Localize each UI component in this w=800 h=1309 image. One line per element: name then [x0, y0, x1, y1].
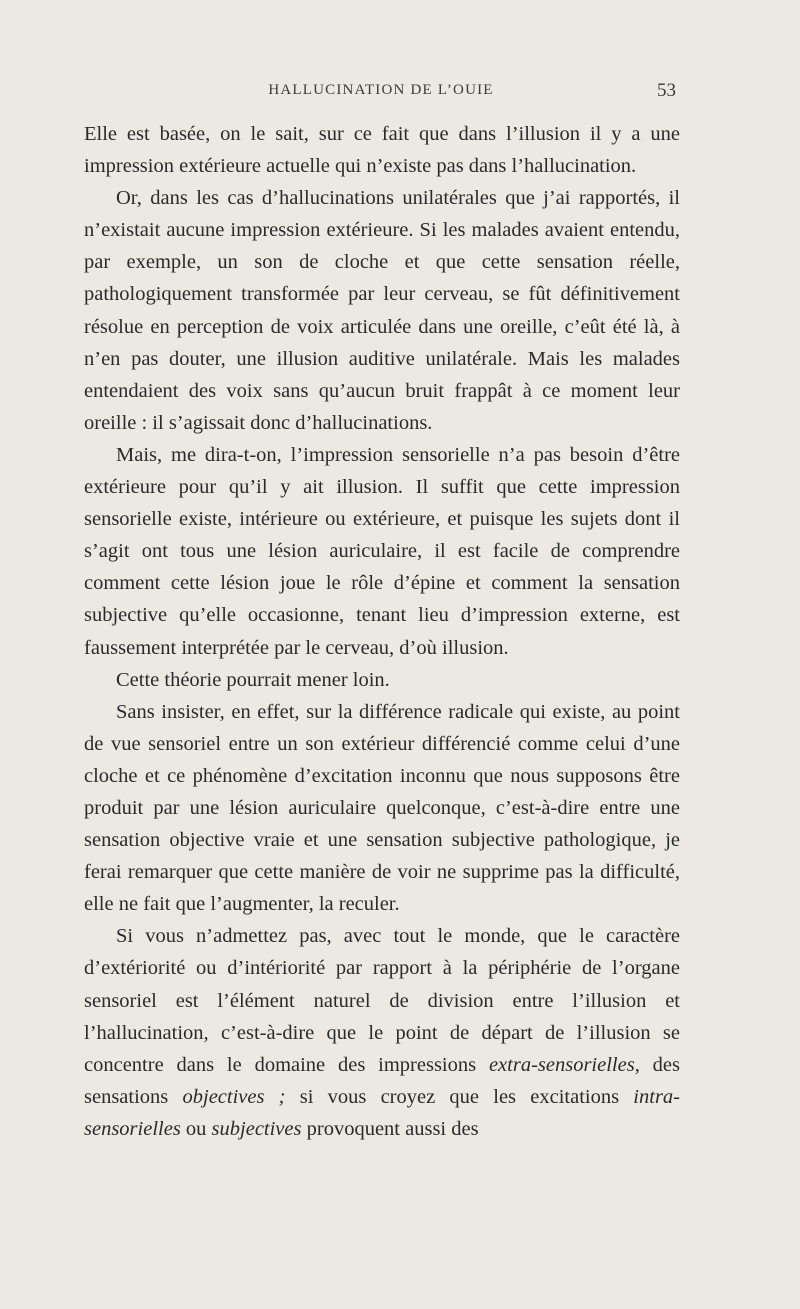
italic-term: subjectives — [211, 1117, 302, 1140]
paragraph-6 — [84, 920, 680, 1145]
text-run: Mais, me dira-t-on, l’impression sensorielle n’a pas besoin d’être extérieure pour qu’il y ait illusion. Il suffit que cette impression sensorielle existe, intérieure ou extérieure, et puisque les sujets dont il s’agit ont tous une lésion auriculaire, il est facile de comprendre comment cette lésion joue le rôle d’épine et comment la sensation subjective qu’elle occasionne, tenant lieu d’impression externe, est faussement interprétée par le cerveau, d’où illusion. — [84, 443, 680, 659]
text-run: provoquent aussi des — [301, 1117, 479, 1140]
italic-term: intra-sensorielles — [84, 1085, 680, 1140]
italic-term: objectives ; — [182, 1085, 286, 1108]
text-run: Cette théorie pourrait mener loin. — [116, 668, 390, 691]
page-number: 53 — [657, 80, 676, 101]
text-run: , des sensations — [84, 1053, 680, 1108]
text-run: ou — [180, 1117, 212, 1140]
text-run: Si vous n’admettez pas, avec tout le monde, que le caractère d’extériorité ou d’intériorité par rapport à la périphérie de l’organe sensoriel est l’élément naturel de division entre l’illusion et l’hallucination, c’est-à-dire que le point de départ de l’illusion se concentre dans le domaine des impressions — [84, 925, 680, 1076]
paragraph-4 — [84, 664, 680, 696]
paragraph-2 — [84, 182, 680, 439]
text-run: si vous croyez que les excitations — [285, 1085, 634, 1108]
paragraph-3 — [84, 439, 680, 664]
running-title: HALLUCINATION DE L’OUIE — [268, 82, 494, 98]
text-run: Sans insister, en effet, sur la différence radicale qui existe, au point de vue sensoriel entre un son extérieur différencié comme celui d’une cloche et ce phénomène d’excitation inconnu que nous supposons être produit par une lésion auriculaire quelconque, c’est-à-dire entre une sensation objective vraie et une sensation subjective pathologique, je ferai remarquer que cette manière de voir ne supprime pas la difficulté, elle ne fait que l’augmenter, la reculer. — [84, 700, 680, 916]
paragraph-1 — [84, 118, 680, 182]
text-run: Or, dans les cas d’hallucinations unilatérales que j’ai rapportés, il n’existait aucune impression extérieure. Si les malades avaient entendu, par exemple, un son de cloche et que cette sensation réelle, pathologiquement transformée par leur cerveau, se fût définitivement résolue en perception de voix articulée dans une oreille, c’eût été là, à n’en pas douter, une illusion auditive unilatérale. Mais les malades entendaient des voix sans qu’aucun bruit frappât à ce moment leur oreille : il s’agissait donc d’hallucinations. — [84, 187, 680, 434]
italic-term: extra-sensorielles — [488, 1053, 635, 1076]
text-run: Elle est basée, on le sait, sur ce fait que dans l’illusion il y a une impression extérieure actuelle qui n’existe pas dans l’hallucination. — [84, 123, 680, 178]
body-text — [84, 118, 680, 1145]
paragraph-5 — [84, 696, 680, 921]
page-header — [86, 80, 676, 108]
